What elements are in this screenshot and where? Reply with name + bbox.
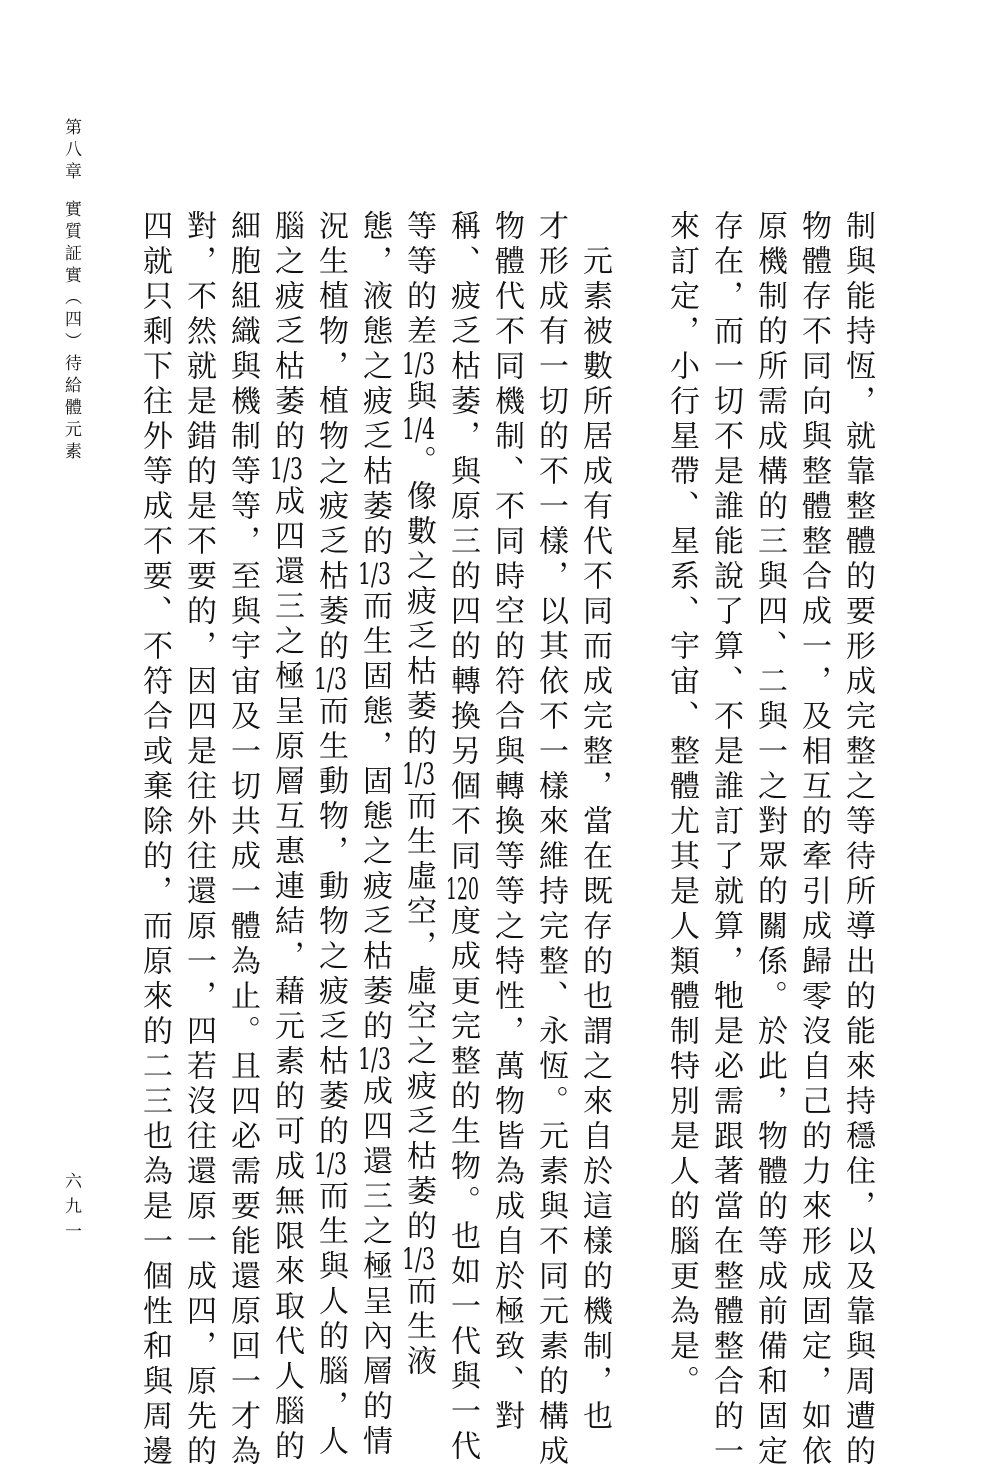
text-line: 原機制的所需成構的三與四、二與一之對眾的關係。於此，物體的等成前備和固定: [752, 210, 787, 1470]
text-line: 細胞組織與機制等等，至與宇宙及一切共成一體為止。且四必需要能還原回一才為: [225, 210, 260, 1470]
text-line: 來訂定，小行星帶、星系、宇宙、整體尤其是人類體制特別是人的腦更為是。: [664, 210, 699, 1400]
text-line: 稱、疲乏枯萎，與原三的四的轉換另個不同120度成更完整的生物。也如一代與一代: [445, 210, 480, 1465]
text-line: 對，不然就是錯的是不要的，因四是往外往還原一，四若沒往還原一成四，原先的: [181, 210, 216, 1470]
running-head-chapter: 第八章: [61, 118, 81, 184]
text-line: 態，液態之疲乏枯萎的1/3而生固態，固態之疲乏枯萎的1/3成四還三之極呈內層的情: [357, 210, 392, 1460]
text-line: 物體代不同機制、不同時空的符合與轉換等等之特性，萬物皆為成自於極致、對: [489, 210, 524, 1435]
running-head-title: 實質証實（四）待給體元素: [61, 200, 81, 464]
text-line: 存在，而一切不是誰能說了算、不是誰訂了就算，牠是必需跟著當在整體整合的一: [708, 210, 743, 1470]
text-line: 制與能持恆，就靠整體的要形成完整之等待所導出的能來持穩住，以及靠與周遭的: [840, 210, 875, 1470]
text-line: 元素被數所居成有代不同而成完整，當在既存的也謂之來自於這樣的機制，也: [577, 210, 612, 1435]
text-line: 腦之疲乏枯萎的1/3成四還三之極呈原層互惠連結，藉元素的可成無限來取代人腦的: [269, 210, 304, 1465]
text-line: 四就只剩下往外等成不要、不符合或棄除的，而原來的二三也為是一個性和與周邊: [137, 210, 172, 1470]
page-number: 六九一: [61, 1172, 81, 1247]
text-line: 等等的差1/3與1/4。像數之疲乏枯萎的1/3而生虛空，虛空之疲乏枯萎的1/3而生液: [401, 210, 436, 1380]
text-line: 才形成有一切的不一樣，以其依不一樣來維持完整、永恆。元素與不同元素的構成: [533, 210, 568, 1470]
text-line: 況生植物，植物之疲乏枯萎的1/3而生動物，動物之疲乏枯萎的1/3而生與人的腦，人: [313, 210, 348, 1460]
text-line: 物體存不同向與整體整合成一，及相互的牽引成歸零沒自己的力來形成固定，如依: [796, 210, 831, 1470]
